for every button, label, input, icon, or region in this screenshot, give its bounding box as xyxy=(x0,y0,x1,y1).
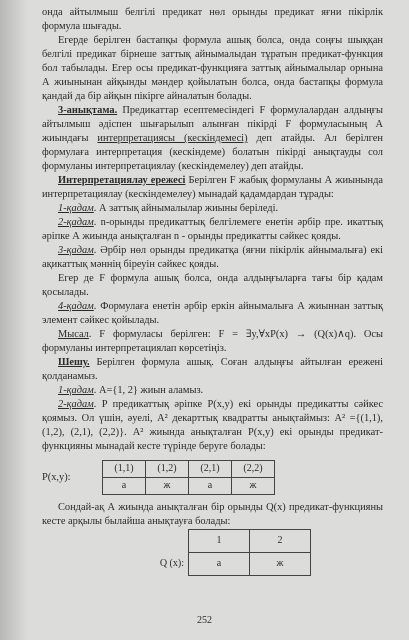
step-3 xyxy=(42,244,383,272)
page-number: 252 xyxy=(197,615,212,626)
step-1 xyxy=(42,202,383,216)
table-header-row xyxy=(150,530,311,553)
paragraph-5: Егер де F формула ашық болса, онда алдыңғыларға тағы бір қадам қосылады. xyxy=(42,273,383,298)
table-cell: (1,1) xyxy=(103,461,146,478)
table-row xyxy=(150,553,311,576)
definition-3-term: интерпретациясы (кескіндемесі) xyxy=(97,133,248,144)
example-body: . F формуласы берілген: F = ∃y,∀xP(x) → (Q(x)∧q). Осы формуланы интерпретациялап көрсетіңіз. xyxy=(42,329,383,354)
table-cell: 1 xyxy=(189,530,250,553)
step-4-body: . Формулаға енетін әрбір еркін айнымалыға А жиыннан заттық элемент сәйкес қойылады. xyxy=(42,301,383,326)
step-4 xyxy=(42,300,383,328)
step-1-body: . А заттық айнымалылар жиыны беріледі. xyxy=(93,203,279,214)
table-cell: (2,1) xyxy=(189,461,232,478)
table-corner-cell xyxy=(150,530,189,553)
definition-3 xyxy=(42,104,383,174)
paragraph-1: онда айтылмыш белгілі предикат нөл орынды предикат яғни пікірлік формула шығады. xyxy=(42,7,383,32)
solution-heading: Шешу. xyxy=(58,357,90,368)
predicate-p-table-block xyxy=(42,460,383,495)
example-heading: Мысал xyxy=(58,329,89,340)
predicate-q-label: Q (x): xyxy=(159,558,184,569)
step-2-body: . n-орынды предикаттық белгілемеге енетін әрбір пре. икаттық әріпке А жиында анықталған n - орынды предикатты сәйкес қояды. xyxy=(42,217,383,242)
definition-3-heading: 3-анықтама. xyxy=(58,105,118,116)
solution xyxy=(42,356,383,384)
step-3-heading: 3-қадам xyxy=(58,245,94,256)
paragraph-6: Сондай-ақ А жиында анықталған бір орынды Q(x) предикат-функцияны кесте арқылы былайша анықтауға болады: xyxy=(42,502,383,527)
table-cell: а xyxy=(103,478,146,495)
rule-body: Берілген F жабық формуланы А жиынында интерпретациялау (кескіндемелеу) мынадай қадамдардан тұрады: xyxy=(42,175,384,200)
table-cell: ж xyxy=(146,478,189,495)
table-cell: а xyxy=(189,478,232,495)
solution-step-2-heading: 2-қадам xyxy=(58,399,94,410)
predicate-p-table xyxy=(102,460,275,495)
page-edge-shadow xyxy=(0,0,28,640)
predicate-p-label: P(x,y): xyxy=(42,471,71,483)
table-cell: 2 xyxy=(250,530,311,553)
table-cell: (2,2) xyxy=(232,461,275,478)
solution-step-1-heading: 1-қадам xyxy=(58,385,94,396)
solution-body: Берілген формула ашық. Соған алдыңғы айтылған ережені қолданамыз. xyxy=(42,357,383,382)
table-cell: ж xyxy=(232,478,275,495)
step-2 xyxy=(42,216,383,244)
step-1-heading: 1-қадам xyxy=(58,203,94,214)
predicate-q-table xyxy=(150,529,311,576)
solution-step-1-body: . А={1, 2} жиын аламыз. xyxy=(93,385,204,396)
rule-paragraph xyxy=(42,174,383,202)
solution-step-2 xyxy=(42,398,383,454)
definition-3-tail: деп атайды. Ал берілген формулаға интерпретация (кескіндеме) болатын пікірді анықтауды сол формуланы интерпретациялау (кескіндемелеу) деп атайды. xyxy=(42,133,383,172)
step-3-body: . Әрбір нөл орынды предикатқа (яғни пікірлік айнымалыға) екі ақикаттық мәннің біреуін сәйкес қояды. xyxy=(42,245,383,270)
page-text xyxy=(42,6,383,576)
paragraph-2: Егерде берілген бастапқы формула ашық болса, онда соңғы шыққан белгілі предикат бірнеше заттық айнымалыдан тұратын предикат-функция бол табылады. Егер осы предикат-функцияға заттық айнымалылар орнына А жиынынан айқынды мәндер қойылатын болса, онда бастапқы формула қандай да бір айқын пікірге айналатын болады. xyxy=(42,35,383,102)
table-row xyxy=(103,478,275,495)
step-2-heading: 2-қадам xyxy=(58,217,94,228)
definition-3-body: Предикаттар есептемесіндегі F формулалардан алдыңғы айтылмыш әдіспен шығарылып алынған пікірді F формуласының А жиындағы xyxy=(42,105,383,144)
solution-step-2-body: . P предикаттық әріпке P(x,y) екі орынды предикатты сәйкес қоямыз. Ол үшін, әуелі, А² декарттық квадратты анықтаймыз: А² ={(1,1), (1,2), (2,1), (2,2)}. А² жиында анықталған P(x,y) екі орынды предикат-функцияны мынадай кесте түрінде беруге болады: xyxy=(42,399,383,452)
table-cell: а xyxy=(189,553,250,576)
rule-heading: Интерпретациялау ережесі xyxy=(58,175,186,186)
table-cell: (1,2) xyxy=(146,461,189,478)
step-4-heading: 4-қадам xyxy=(58,301,94,312)
solution-step-1 xyxy=(42,384,383,398)
table-cell: ж xyxy=(250,553,311,576)
table-header-row xyxy=(103,461,275,478)
example xyxy=(42,328,383,356)
